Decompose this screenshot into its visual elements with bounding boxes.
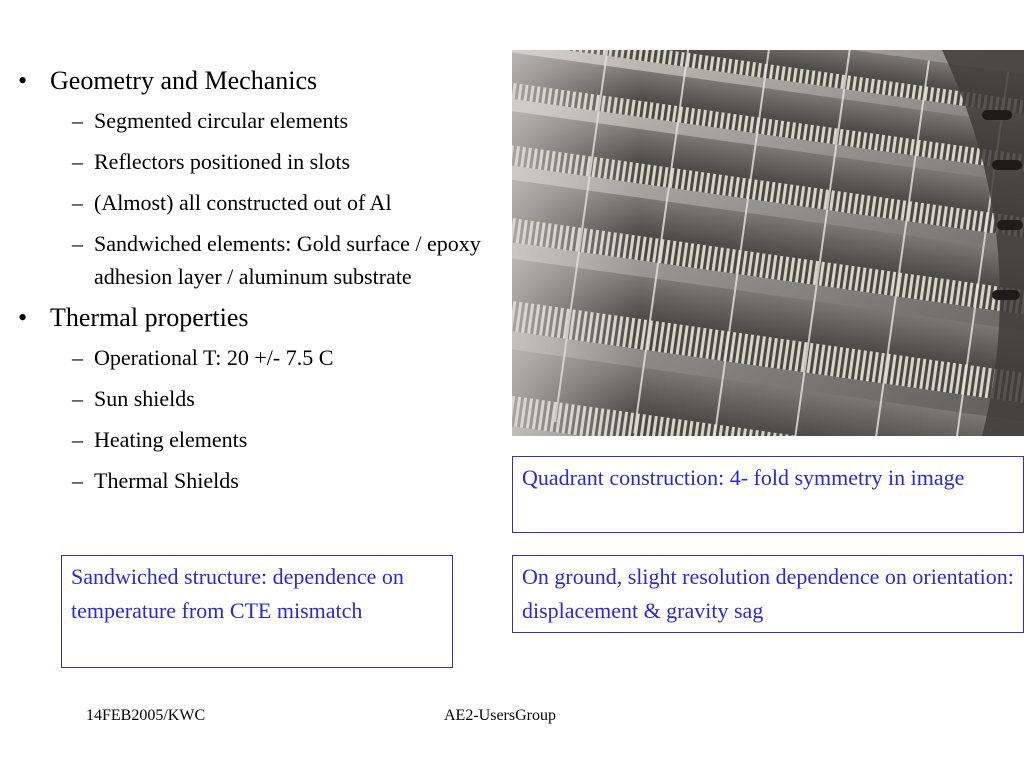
dash-mark: –: [72, 386, 83, 411]
sub-bullet: [18, 464, 508, 497]
bullet-mark: •: [18, 66, 28, 95]
dash-mark: –: [72, 427, 83, 452]
dash-mark: –: [72, 108, 83, 133]
callout-ground: [512, 555, 1024, 633]
bullet-mark: •: [18, 303, 28, 332]
sub-bullet: [18, 382, 508, 415]
reflector-photo: [512, 50, 1024, 436]
dash-mark: –: [72, 345, 83, 370]
bullet-geometry: [18, 64, 508, 98]
callout-sandwich-text: Sandwiched structure: dependence on temperature from CTE mismatch: [71, 564, 404, 623]
sub-bullet-text: Operational T: 20 +/- 7.5 C: [94, 345, 334, 370]
bullet-geometry-label: Geometry and Mechanics: [50, 66, 318, 95]
callout-quadrant-text: Quadrant construction: 4- fold symmetry in image: [522, 465, 965, 490]
sub-bullet-text: Reflectors positioned in slots: [94, 149, 351, 174]
sub-bullet: [18, 104, 508, 137]
dash-mark: –: [72, 231, 83, 256]
sub-bullet: [18, 341, 508, 374]
sub-bullet-text: Segmented circular elements: [94, 108, 349, 133]
bullet-thermal-label: Thermal properties: [50, 303, 249, 332]
dash-mark: –: [72, 149, 83, 174]
footer-date-author: 14FEB2005/KWC: [86, 707, 206, 724]
callout-sandwich: [61, 555, 453, 668]
sub-bullet: [18, 186, 508, 219]
dash-mark: –: [72, 468, 83, 493]
sub-bullet-text: Sandwiched elements: Gold surface / epoxy adhesion layer / aluminum substrate: [94, 231, 481, 289]
callout-ground-text: On ground, slight resolution dependence on orientation: displacement & gravity sag: [522, 564, 1014, 623]
sub-bullet-text: (Almost) all constructed out of Al: [94, 190, 392, 215]
reflector-photo-graphic: [512, 50, 1024, 436]
sub-bullet: [18, 145, 508, 178]
bullet-list: [18, 58, 508, 505]
dash-mark: –: [72, 190, 83, 215]
sub-bullet: [18, 423, 508, 456]
sub-bullet-text: Heating elements: [94, 427, 248, 452]
sub-bullet-text: Thermal Shields: [94, 468, 239, 493]
callout-quadrant: [512, 456, 1024, 533]
sub-bullet: [18, 227, 508, 293]
bullet-thermal: [18, 301, 508, 335]
sub-bullet-text: Sun shields: [94, 386, 195, 411]
footer-event: AE2-UsersGroup: [444, 707, 556, 724]
